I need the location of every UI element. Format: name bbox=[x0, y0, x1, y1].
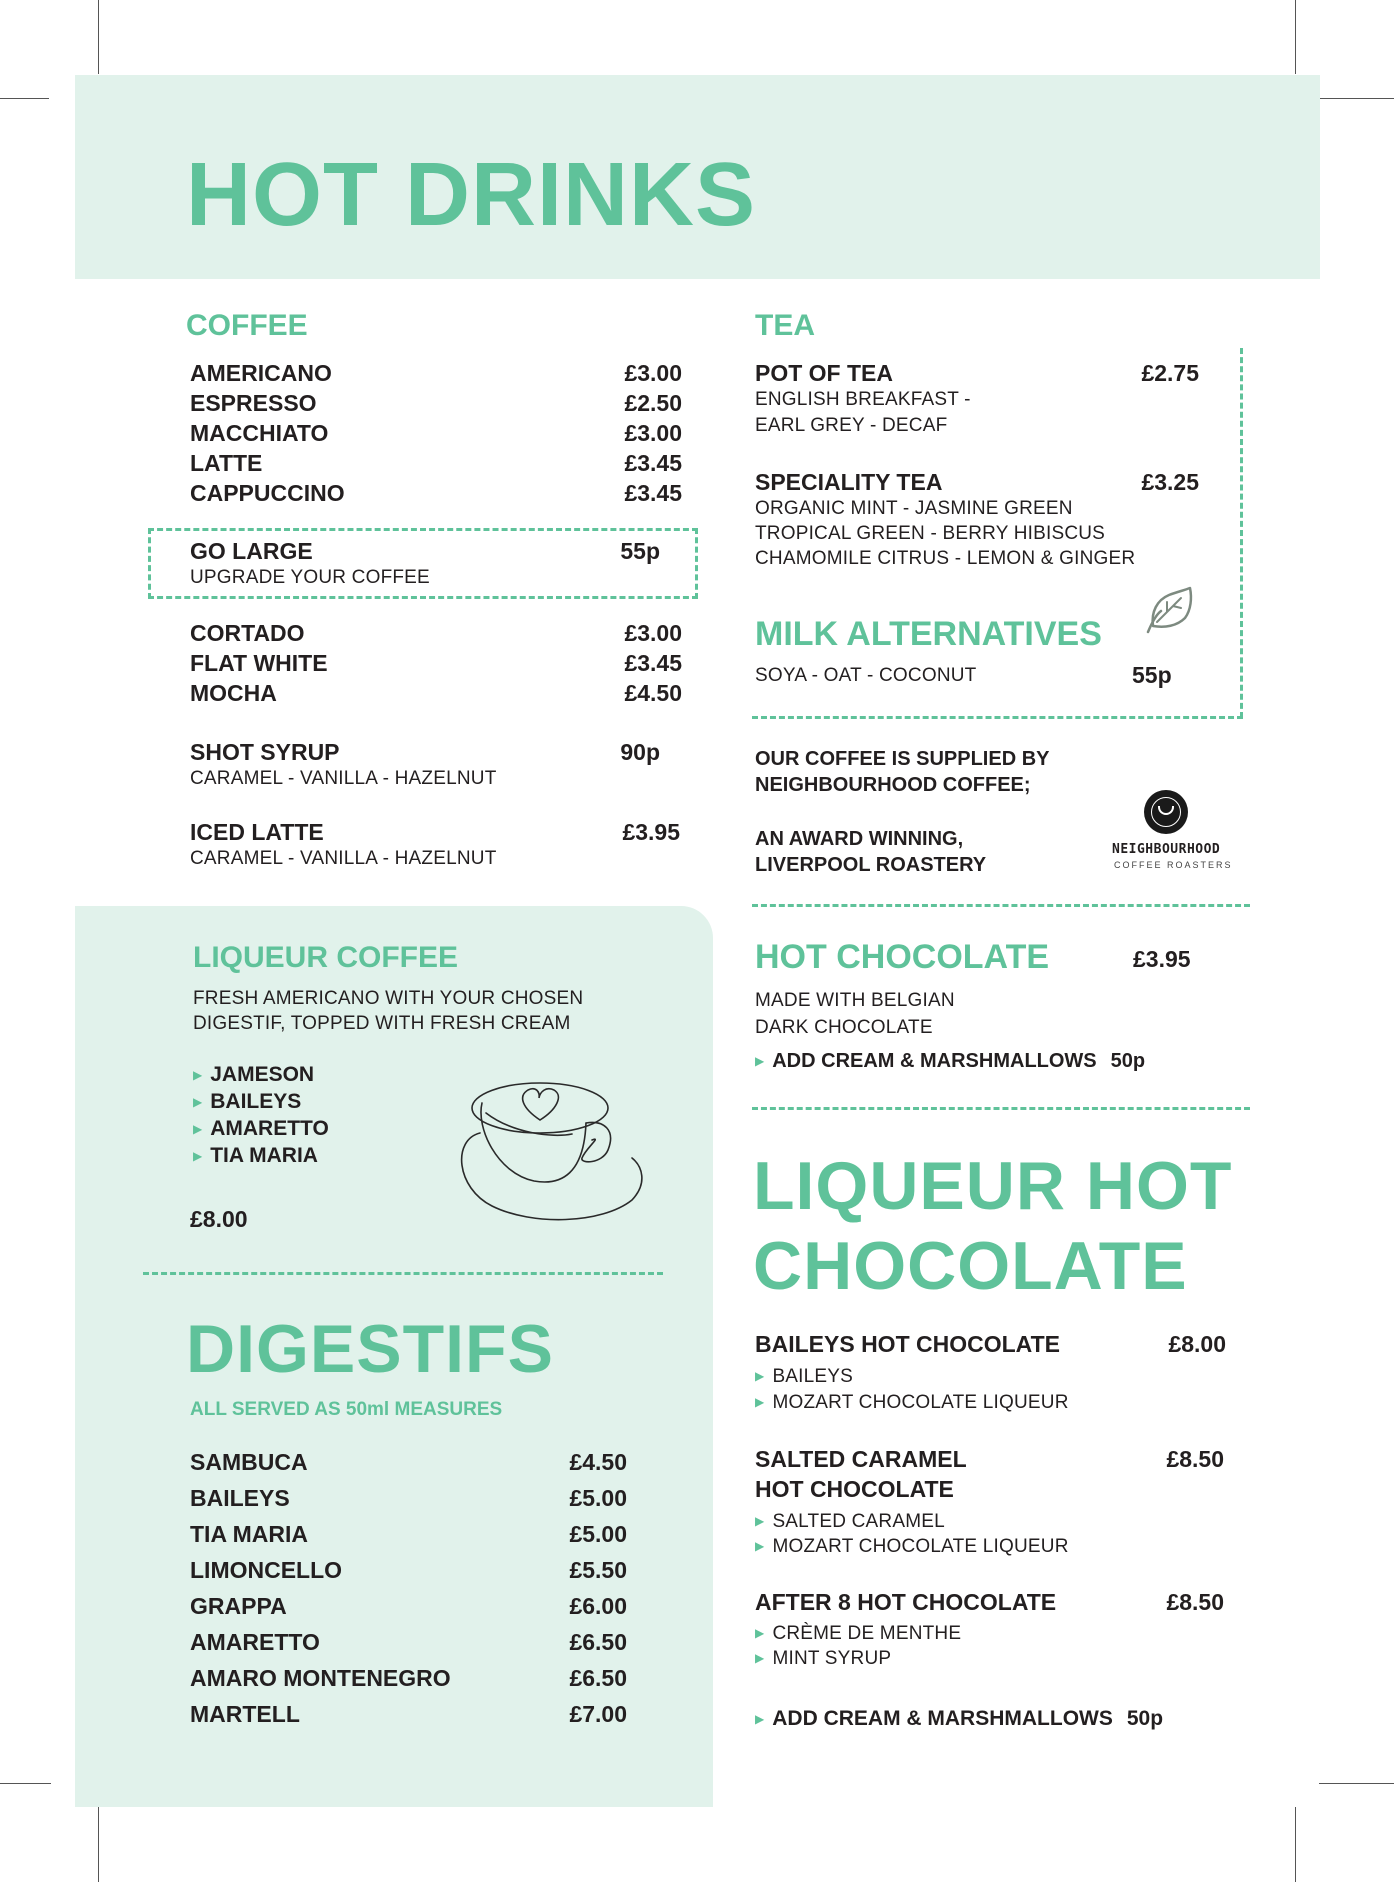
bullet-triangle-icon: ▶ bbox=[193, 1095, 203, 1109]
item-price: £6.50 bbox=[569, 1629, 627, 1655]
item-price: £6.00 bbox=[569, 1593, 627, 1619]
option-item: ▶ AMARETTO bbox=[193, 1117, 329, 1140]
item-subtitle: EARL GREY - DECAF bbox=[755, 415, 948, 436]
milk-alternatives-heading: MILK ALTERNATIVES bbox=[755, 615, 1102, 653]
menu-item bbox=[190, 1703, 627, 1726]
item-price: £4.50 bbox=[624, 680, 682, 706]
bullet-triangle-icon: ▶ bbox=[193, 1122, 203, 1136]
item-name: CAPPUCCINO bbox=[190, 480, 345, 506]
item-price: £6.50 bbox=[569, 1665, 627, 1691]
ingredient: ▶ MOZART CHOCOLATE LIQUEUR bbox=[755, 1536, 1069, 1557]
menu-item bbox=[190, 452, 682, 475]
tea-box-border bbox=[752, 716, 1243, 719]
item-name: HOT CHOCOLATE bbox=[755, 1476, 954, 1502]
menu-item bbox=[190, 1595, 627, 1618]
menu-item bbox=[755, 1591, 1224, 1614]
menu-item bbox=[190, 362, 682, 385]
leaf-icon bbox=[1143, 584, 1195, 636]
item-name: SHOT SYRUP bbox=[190, 739, 340, 765]
item-price: £5.00 bbox=[569, 1485, 627, 1511]
supplier-line: AN AWARD WINNING, bbox=[755, 828, 964, 850]
bullet-triangle-icon: ▶ bbox=[193, 1149, 203, 1163]
supplier-line: NEIGHBOURHOOD COFFEE; bbox=[755, 774, 1031, 797]
hot-chocolate-price: £3.95 bbox=[1133, 946, 1191, 972]
item-subtitle: CARAMEL - VANILLA - HAZELNUT bbox=[190, 848, 497, 869]
menu-item bbox=[190, 482, 682, 505]
item-price: £2.75 bbox=[1141, 360, 1199, 386]
item-name: GO LARGE bbox=[190, 538, 313, 564]
ingredient: ▶ MINT SYRUP bbox=[755, 1648, 892, 1669]
item-price: £3.45 bbox=[624, 480, 682, 506]
menu-item bbox=[190, 1487, 627, 1510]
item-subtitle: CHAMOMILE CITRUS - LEMON & GINGER bbox=[755, 548, 1136, 569]
item-subtitle: ENGLISH BREAKFAST - bbox=[755, 389, 971, 410]
item-name: MARTELL bbox=[190, 1701, 300, 1727]
addon-label: ADD CREAM & MARSHMALLOWS bbox=[772, 1707, 1113, 1730]
menu-item bbox=[190, 741, 660, 764]
logo-mark-icon bbox=[1144, 790, 1188, 834]
item-price: £8.50 bbox=[1166, 1446, 1224, 1472]
item-name: SALTED CARAMEL bbox=[755, 1446, 967, 1472]
option-item: ▶ TIA MARIA bbox=[193, 1144, 318, 1167]
menu-item bbox=[755, 1333, 1226, 1356]
item-name: POT OF TEA bbox=[755, 360, 893, 386]
addon-price: 50p bbox=[1110, 1050, 1146, 1072]
hot-chocolate-desc: DARK CHOCOLATE bbox=[755, 1017, 933, 1038]
digestifs-heading: DIGESTIFS bbox=[186, 1311, 554, 1387]
divider bbox=[143, 1272, 663, 1275]
menu-item bbox=[190, 1523, 627, 1546]
bullet-triangle-icon: ▶ bbox=[755, 1369, 765, 1383]
logo-name: NEIGHBOURHOOD bbox=[1112, 842, 1221, 857]
page-title: HOT DRINKS bbox=[186, 145, 756, 245]
milk-options: SOYA - OAT - COCONUT bbox=[755, 665, 977, 686]
crop-mark bbox=[98, 1807, 99, 1882]
item-price: £3.00 bbox=[624, 420, 682, 446]
item-name: AMARETTO bbox=[190, 1629, 320, 1655]
tea-box-border bbox=[1240, 348, 1243, 718]
item-name: LATTE bbox=[190, 450, 263, 476]
tea-heading: TEA bbox=[755, 309, 815, 342]
bullet-triangle-icon: ▶ bbox=[193, 1068, 203, 1082]
divider bbox=[752, 1107, 1250, 1110]
bullet-triangle-icon: ▶ bbox=[755, 1539, 765, 1553]
item-price: £2.50 bbox=[624, 390, 682, 416]
menu-item bbox=[755, 362, 1199, 385]
item-price: £3.95 bbox=[622, 819, 680, 845]
menu-item bbox=[190, 821, 680, 844]
item-name: ICED LATTE bbox=[190, 819, 324, 845]
ingredient: ▶ MOZART CHOCOLATE LIQUEUR bbox=[755, 1392, 1069, 1413]
menu-item bbox=[190, 622, 682, 645]
go-large-item bbox=[190, 540, 660, 563]
item-price: £5.50 bbox=[569, 1557, 627, 1583]
supplier-note bbox=[755, 746, 1049, 799]
menu-item bbox=[755, 471, 1199, 494]
coffee-heading: COFFEE bbox=[186, 309, 308, 342]
option-item: ▶ JAMESON bbox=[193, 1063, 315, 1086]
supplier-note bbox=[755, 826, 986, 879]
liqueur-hot-chocolate-heading bbox=[753, 1146, 1232, 1306]
menu-item bbox=[190, 1559, 627, 1582]
crop-mark bbox=[1295, 0, 1296, 74]
item-price: £8.00 bbox=[1168, 1331, 1226, 1357]
bullet-triangle-icon: ▶ bbox=[755, 1712, 765, 1726]
supplier-line: LIVERPOOL ROASTERY bbox=[755, 854, 987, 877]
item-name: CORTADO bbox=[190, 620, 305, 646]
item-price: £8.50 bbox=[1166, 1589, 1224, 1615]
heading-line: CHOCOLATE bbox=[753, 1228, 1188, 1304]
item-price: £3.00 bbox=[624, 620, 682, 646]
heading-line: LIQUEUR HOT bbox=[753, 1148, 1233, 1224]
bullet-triangle-icon: ▶ bbox=[755, 1651, 765, 1665]
milk-price: 55p bbox=[1132, 662, 1172, 688]
item-price: £3.45 bbox=[624, 450, 682, 476]
item-subtitle: ORGANIC MINT - JASMINE GREEN bbox=[755, 498, 1073, 519]
supplier-line: OUR COFFEE IS SUPPLIED BY bbox=[755, 748, 1050, 770]
logo-subtitle: COFFEE ROASTERS bbox=[1114, 860, 1233, 870]
addon-label: ADD CREAM & MARSHMALLOWS bbox=[772, 1050, 1097, 1072]
menu-item bbox=[190, 1631, 627, 1654]
hot-chocolate-addon bbox=[755, 1051, 1145, 1072]
item-name: SPECIALITY TEA bbox=[755, 469, 943, 495]
item-name: SAMBUCA bbox=[190, 1449, 308, 1475]
crop-mark bbox=[1319, 1783, 1394, 1784]
item-name: GRAPPA bbox=[190, 1593, 287, 1619]
item-name: AMARO MONTENEGRO bbox=[190, 1665, 451, 1691]
crop-mark bbox=[0, 1783, 51, 1784]
bullet-triangle-icon: ▶ bbox=[755, 1054, 765, 1068]
item-name: AFTER 8 HOT CHOCOLATE bbox=[755, 1589, 1057, 1615]
item-name: AMERICANO bbox=[190, 360, 332, 386]
liqueur-hot-chocolate-addon bbox=[755, 1708, 1163, 1730]
menu-item bbox=[190, 1667, 627, 1690]
item-price: £3.45 bbox=[624, 650, 682, 676]
menu-item bbox=[190, 422, 682, 445]
option-item: ▶ BAILEYS bbox=[193, 1090, 302, 1113]
menu-item bbox=[190, 1451, 627, 1474]
ingredient: ▶ SALTED CARAMEL bbox=[755, 1511, 945, 1532]
ingredient: ▶ BAILEYS bbox=[755, 1366, 854, 1387]
addon-price: 50p bbox=[1126, 1707, 1164, 1730]
item-name: BAILEYS bbox=[190, 1485, 290, 1511]
hot-chocolate-desc: MADE WITH BELGIAN bbox=[755, 990, 955, 1011]
item-price: 90p bbox=[620, 739, 660, 765]
bullet-triangle-icon: ▶ bbox=[755, 1626, 765, 1640]
menu-item bbox=[755, 1448, 1224, 1471]
crop-mark bbox=[1295, 1807, 1296, 1882]
item-subtitle: CARAMEL - VANILLA - HAZELNUT bbox=[190, 768, 497, 789]
item-name: MACCHIATO bbox=[190, 420, 329, 446]
crop-mark bbox=[98, 0, 99, 74]
liqueur-coffee-desc: FRESH AMERICANO WITH YOUR CHOSEN bbox=[193, 988, 584, 1009]
hot-chocolate-heading: HOT CHOCOLATE bbox=[755, 938, 1050, 976]
neighbourhood-logo bbox=[1110, 790, 1233, 875]
item-name: TIA MARIA bbox=[190, 1521, 308, 1547]
menu-item bbox=[190, 682, 682, 705]
crop-mark bbox=[1319, 98, 1394, 99]
item-subtitle: TROPICAL GREEN - BERRY HIBISCUS bbox=[755, 523, 1106, 544]
item-price: 55p bbox=[620, 538, 660, 564]
item-subtitle: UPGRADE YOUR COFFEE bbox=[190, 567, 430, 588]
menu-item bbox=[190, 392, 682, 415]
liqueur-coffee-desc: DIGESTIF, TOPPED WITH FRESH CREAM bbox=[193, 1013, 571, 1034]
item-price: £3.00 bbox=[624, 360, 682, 386]
liqueur-options bbox=[193, 1064, 329, 1172]
ingredient: ▶ CRÈME DE MENTHE bbox=[755, 1623, 962, 1644]
coffee-cup-icon bbox=[452, 1078, 648, 1228]
item-price: £3.25 bbox=[1141, 469, 1199, 495]
liqueur-coffee-heading: LIQUEUR COFFEE bbox=[193, 941, 459, 974]
item-name: ESPRESSO bbox=[190, 390, 317, 416]
bullet-triangle-icon: ▶ bbox=[755, 1395, 765, 1409]
item-name: LIMONCELLO bbox=[190, 1557, 343, 1583]
item-name: BAILEYS HOT CHOCOLATE bbox=[755, 1331, 1060, 1357]
divider bbox=[752, 904, 1250, 907]
item-name: FLAT WHITE bbox=[190, 650, 328, 676]
digestifs-subtitle: ALL SERVED AS 50ml MEASURES bbox=[190, 1399, 503, 1420]
liqueur-coffee-price: £8.00 bbox=[190, 1206, 248, 1232]
item-price: £4.50 bbox=[569, 1449, 627, 1475]
item-price: £7.00 bbox=[569, 1701, 627, 1727]
item-name: MOCHA bbox=[190, 680, 277, 706]
bullet-triangle-icon: ▶ bbox=[755, 1514, 765, 1528]
crop-mark bbox=[0, 98, 49, 99]
menu-item bbox=[190, 652, 682, 675]
item-price: £5.00 bbox=[569, 1521, 627, 1547]
